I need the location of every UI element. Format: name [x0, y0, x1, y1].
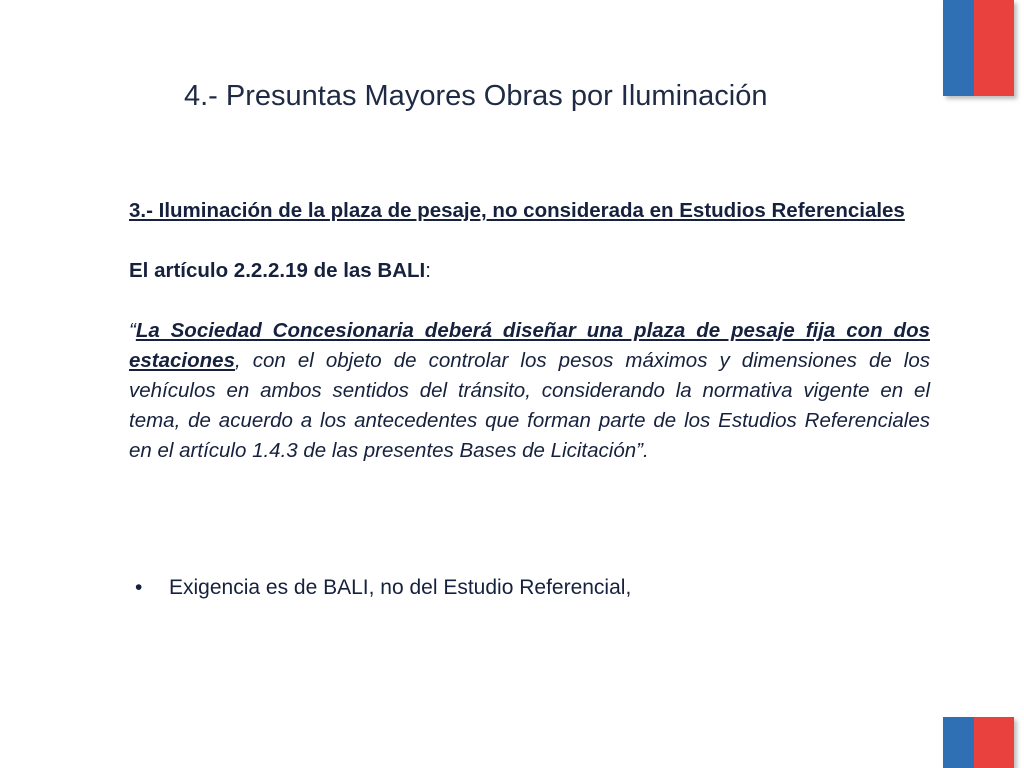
- flag-red-stripe: [974, 0, 1014, 96]
- flag-red-stripe: [974, 717, 1014, 768]
- quote-emphasis: La Sociedad Concesionaria deberá diseñar una plaza de pesaje fija con dos estaciones: [129, 319, 930, 372]
- flag-logo-bottom: [943, 717, 1014, 768]
- slide-title: 4.- Presuntas Mayores Obras por Iluminación: [184, 80, 768, 112]
- flag-logo-top: [943, 0, 1014, 96]
- quote-rest: , con el objeto de controlar los pesos máximos y dimensiones de los vehículos en ambos sentidos del tránsito, considerando la normativa vigente en el tema, de acuerdo a los antecedentes que forman parte de los Estudios Referenciales en el artículo 1.4.3 de las presentes Bases de Licitación”.: [129, 349, 930, 462]
- slide-content: [129, 196, 930, 466]
- flag-blue-stripe: [943, 717, 974, 768]
- quoted-article-text: [129, 316, 930, 466]
- article-label: El artículo 2.2.2.19 de las BALI: [129, 259, 426, 282]
- section-heading: 3.- Iluminación de la plaza de pesaje, no considerada en Estudios Referenciales: [129, 199, 905, 222]
- bullet-text: Exigencia es de BALI, no del Estudio Referencial,: [169, 576, 632, 599]
- bullet-marker: •: [135, 576, 143, 599]
- flag-blue-stripe: [943, 0, 974, 96]
- article-colon: :: [425, 259, 431, 282]
- quote-open-mark: “: [129, 319, 136, 342]
- bullet-item: [135, 576, 631, 600]
- article-reference: [129, 256, 930, 286]
